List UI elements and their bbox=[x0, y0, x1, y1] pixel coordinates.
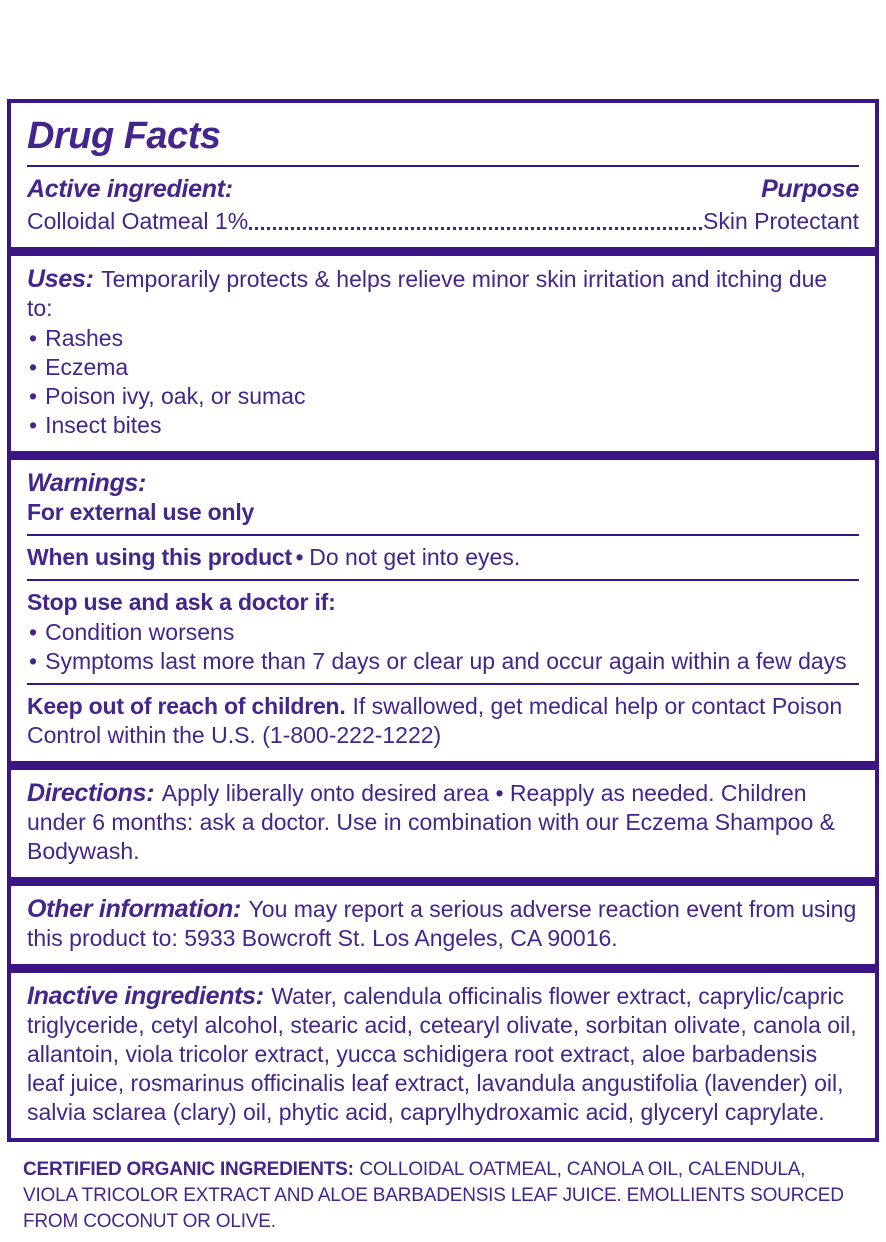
dotted-leader bbox=[249, 227, 702, 230]
when-using-text: Do not get into eyes. bbox=[309, 544, 521, 570]
directions-text: Apply liberally onto desired area • Reapply as needed. Children under 6 months: ask a doctor. Use in combination with our Eczema Shampoo & Bodywash. bbox=[27, 780, 835, 864]
section-divider-bar bbox=[11, 247, 875, 256]
ingredient-name: Colloidal Oatmeal 1% bbox=[27, 208, 249, 234]
list-item-text: Insect bites bbox=[45, 412, 162, 438]
active-ingredient-header-row bbox=[27, 175, 859, 204]
section-divider-bar bbox=[11, 964, 875, 973]
uses-paragraph bbox=[27, 265, 859, 323]
uses-list bbox=[27, 324, 859, 440]
other-information-paragraph bbox=[27, 895, 859, 953]
when-using-row bbox=[27, 543, 859, 572]
inactive-ingredients-heading: Inactive ingredients: bbox=[27, 982, 264, 1010]
bullet-icon: • bbox=[29, 412, 38, 438]
header-section bbox=[11, 103, 875, 247]
bullet-icon: • bbox=[29, 383, 38, 409]
thin-divider bbox=[27, 579, 859, 581]
uses-section bbox=[11, 256, 875, 451]
warnings-header-group bbox=[27, 469, 859, 527]
other-information-text: You may report a serious adverse reaction event from using this product to: 5933 Bowcroft St. Los Angeles, CA 90016. bbox=[27, 896, 857, 951]
list-item bbox=[27, 411, 859, 440]
thin-divider bbox=[27, 534, 859, 536]
stop-use-heading: Stop use and ask a doctor if: bbox=[27, 589, 336, 615]
inactive-ingredients-text: Water, calendula officinalis flower extract, caprylic/capric triglyceride, cetyl alcohol, stearic acid, cetearyl olivate, sorbitan olivate, canola oil, allantoin, viola tricolor extract, yucca schidigera root extract, aloe barbadensis leaf juice, rosmarinus officinalis leaf extract, lavandula angustifolia (lavender) oil, salvia sclarea (clary) oil, phytic acid, caprylhydroxamic acid, glyceryl caprylate. bbox=[27, 983, 857, 1125]
list-item bbox=[27, 353, 859, 382]
inactive-ingredients-section bbox=[11, 973, 875, 1138]
list-item bbox=[27, 618, 859, 647]
directions-section bbox=[11, 770, 875, 877]
directions-paragraph bbox=[27, 779, 859, 866]
active-ingredient-heading: Active ingredient: bbox=[27, 175, 233, 203]
warnings-section bbox=[11, 460, 875, 761]
bullet-icon: • bbox=[29, 619, 38, 645]
external-use-text: For external use only bbox=[27, 499, 255, 525]
list-item bbox=[27, 647, 859, 676]
list-item-text: Rashes bbox=[45, 325, 124, 351]
bullet-icon: • bbox=[295, 544, 304, 570]
list-item-text: Symptoms last more than 7 days or clear up and occur again within a few days bbox=[45, 648, 847, 674]
when-using-heading: When using this product bbox=[27, 544, 292, 570]
page-title: Drug Facts bbox=[27, 115, 221, 157]
list-item-text: Condition worsens bbox=[45, 619, 235, 645]
directions-heading: Directions: bbox=[27, 779, 155, 807]
stop-use-list bbox=[27, 618, 859, 676]
purpose-value: Skin Protectant bbox=[703, 208, 859, 234]
list-item-text: Poison ivy, oak, or sumac bbox=[45, 383, 306, 409]
warnings-heading: Warnings: bbox=[27, 469, 147, 497]
stop-use-group bbox=[27, 588, 859, 676]
inactive-ingredients-paragraph bbox=[27, 982, 859, 1127]
purpose-heading: Purpose bbox=[761, 175, 859, 203]
keep-out-heading: Keep out of reach of children. bbox=[27, 693, 346, 719]
bullet-icon: • bbox=[29, 354, 38, 380]
ingredient-row bbox=[27, 207, 859, 236]
uses-intro: Temporarily protects & helps relieve minor skin irritation and itching due to: bbox=[27, 266, 828, 321]
section-divider-bar bbox=[11, 877, 875, 886]
other-information-section bbox=[11, 886, 875, 964]
bullet-icon: • bbox=[29, 648, 38, 674]
bullet-icon: • bbox=[29, 325, 38, 351]
list-item bbox=[27, 324, 859, 353]
other-information-heading: Other information: bbox=[27, 895, 242, 923]
section-divider-bar bbox=[11, 451, 875, 460]
drug-facts-panel bbox=[7, 99, 879, 1142]
footer-heading: CERTIFIED ORGANIC INGREDIENTS: bbox=[23, 1159, 354, 1180]
title-divider bbox=[27, 165, 859, 167]
thin-divider bbox=[27, 683, 859, 685]
keep-out-text: If swallowed, get medical help or contact Poison Control within the U.S. (1-800-222-1222) bbox=[27, 693, 843, 748]
certified-organic-footer bbox=[23, 1157, 863, 1235]
section-divider-bar bbox=[11, 761, 875, 770]
keep-out-paragraph bbox=[27, 692, 859, 750]
footer-text: COLLOIDAL OATMEAL, CANOLA OIL, CALENDULA, VIOLA TRICOLOR EXTRACT AND ALOE BARBADENSIS LEAF JUICE. EMOLLIENTS SOURCED FROM COCONUT OR OLIVE. bbox=[23, 1159, 844, 1232]
list-item-text: Eczema bbox=[45, 354, 129, 380]
list-item bbox=[27, 382, 859, 411]
uses-heading: Uses: bbox=[27, 265, 94, 293]
